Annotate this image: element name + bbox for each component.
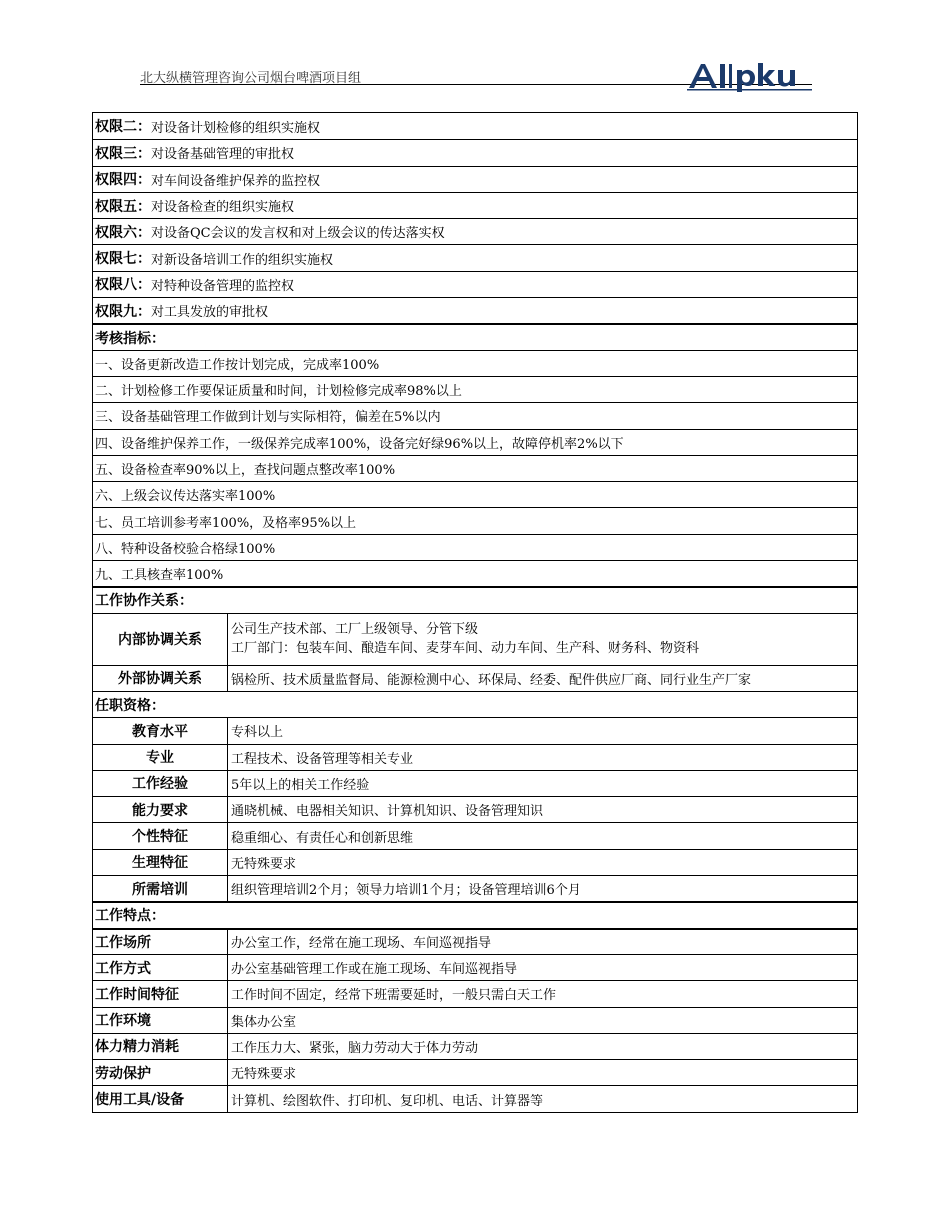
kpi-row — [93, 429, 857, 455]
kpi-item: 三、设备基础管理工作做到计划与实际相符，偏差在5%以内 — [95, 410, 441, 426]
cooperation-title: 工作协作关系： — [95, 593, 193, 610]
authority-label: 权限九： — [95, 303, 151, 320]
feature-label: 工作时间特征 — [93, 981, 228, 1006]
authority-label: 权限六： — [95, 224, 151, 241]
features-section-header — [93, 901, 857, 927]
feature-value: 工作时间不固定，经常下班需要延时，一般只需白天工作 — [231, 988, 557, 1004]
kpi-item: 八、特种设备校验合格绿100% — [95, 541, 276, 557]
authority-row — [93, 192, 857, 218]
authority-label: 权限七： — [95, 251, 151, 268]
feature-value: 无特殊要求 — [231, 1067, 297, 1083]
qualification-row — [93, 875, 857, 901]
cooperation-section-header — [93, 586, 857, 612]
qualification-value: 组织管理培训2个月；领导力培训1个月；设备管理培训6个月 — [231, 883, 581, 899]
kpi-row — [93, 560, 857, 586]
header-title: 北大纵横管理咨询公司烟台啤酒项目组 — [140, 71, 362, 86]
kpi-row — [93, 402, 857, 428]
authority-row — [93, 166, 857, 192]
kpi-item: 五、设备检查率90%以上，查找问题点整改率100% — [95, 463, 396, 478]
authority-row — [93, 297, 857, 323]
external-cooperation-label: 外部协调关系 — [93, 666, 228, 691]
allpku-logo — [687, 58, 812, 92]
qualification-label: 生理特征 — [93, 850, 228, 875]
qualification-row — [93, 849, 857, 875]
authority-row — [93, 218, 857, 244]
kpi-item: 六、上级会议传达落实率100% — [95, 489, 276, 505]
feature-value: 计算机、绘图软件、打印机、复印机、电话、计算器等 — [231, 1093, 544, 1109]
qualification-section-header — [93, 691, 857, 717]
authority-row — [93, 139, 857, 165]
authority-text: 对特种设备管理的监控权 — [151, 278, 295, 294]
authority-label: 权限三： — [95, 145, 151, 162]
qualification-value: 通晓机械、电器相关知识、计算机知识、设备管理知识 — [231, 804, 544, 820]
kpi-row — [93, 350, 857, 376]
kpi-item: 九、工具核查率100% — [95, 568, 224, 584]
qualification-value: 专科以上 — [231, 725, 284, 741]
qualification-row — [93, 796, 857, 822]
qualification-label: 所需培训 — [93, 876, 228, 901]
feature-row — [93, 1085, 857, 1111]
authority-label: 权限四： — [95, 172, 151, 189]
kpi-title: 考核指标： — [95, 330, 165, 347]
authority-row — [93, 271, 857, 297]
kpi-row — [93, 507, 857, 533]
feature-label: 工作场所 — [93, 930, 228, 954]
authority-text: 对设备检查的组织实施权 — [151, 200, 295, 216]
qualification-title: 任职资格： — [95, 697, 165, 714]
qualification-value: 稳重细心、有责任心和创新思维 — [231, 830, 414, 846]
feature-value: 办公室基础管理工作或在施工现场、车间巡视指导 — [231, 962, 518, 978]
page-header — [92, 60, 812, 90]
kpi-row — [93, 534, 857, 560]
feature-label: 工作方式 — [93, 955, 228, 980]
qualification-value: 无特殊要求 — [231, 856, 297, 872]
feature-label: 使用工具/设备 — [93, 1086, 228, 1111]
internal-cooperation-row — [93, 613, 857, 665]
authority-text: 对设备基础管理的审批权 — [151, 147, 295, 163]
feature-row — [93, 1059, 857, 1085]
authority-row — [93, 113, 857, 139]
feature-value: 工作压力大、紧张，脑力劳动大于体力劳动 — [231, 1040, 479, 1056]
feature-row — [93, 928, 857, 954]
qualification-value: 5年以上的相关工作经验 — [231, 777, 370, 793]
job-description-table — [92, 112, 858, 1113]
feature-row — [93, 1033, 857, 1059]
external-cooperation-value: 锅检所、技术质量监督局、能源检测中心、环保局、经委、配件供应厂商、同行业生产厂家 — [231, 672, 752, 688]
kpi-item: 四、设备维护保养工作，一级保养完成率100%，设备完好绿96%以上，故障停机率2%以下 — [95, 436, 624, 452]
kpi-section-header — [93, 323, 857, 349]
internal-cooperation-value — [228, 614, 857, 665]
authority-text: 对设备计划检修的组织实施权 — [151, 120, 321, 136]
kpi-item: 七、员工培训参考率100%，及格率95%以上 — [95, 515, 357, 531]
qualification-label: 能力要求 — [93, 797, 228, 822]
authority-text: 对设备QC会议的发言权和对上级会议的传达落实权 — [151, 226, 445, 242]
kpi-row — [93, 455, 857, 481]
qualification-label: 个性特征 — [93, 823, 228, 848]
feature-value: 集体办公室 — [231, 1014, 297, 1030]
internal-cooperation-label: 内部协调关系 — [93, 614, 228, 665]
authority-text: 对新设备培训工作的组织实施权 — [151, 252, 334, 268]
qualification-label: 专业 — [93, 745, 228, 770]
features-title: 工作特点： — [95, 908, 165, 925]
qualification-row — [93, 822, 857, 848]
internal-cooperation-line1: 公司生产技术部、工厂上级领导、分管下级 — [231, 622, 479, 638]
feature-row — [93, 980, 857, 1006]
feature-value: 办公室工作，经常在施工现场、车间巡视指导 — [231, 936, 492, 952]
authority-label: 权限八： — [95, 277, 151, 294]
qualification-row — [93, 744, 857, 770]
feature-row — [93, 1007, 857, 1033]
kpi-row — [93, 481, 857, 507]
authority-label: 权限二： — [95, 119, 151, 136]
feature-row — [93, 954, 857, 980]
kpi-row — [93, 376, 857, 402]
authority-text: 对工具发放的审批权 — [151, 305, 269, 321]
authority-text: 对车间设备维护保养的监控权 — [151, 173, 321, 189]
kpi-item: 一、设备更新改造工作按计划完成，完成率100% — [95, 357, 380, 373]
feature-label: 劳动保护 — [93, 1060, 228, 1085]
qualification-value: 工程技术、设备管理等相关专业 — [231, 751, 414, 767]
qualification-row — [93, 770, 857, 796]
external-cooperation-row — [93, 665, 857, 691]
qualification-label: 工作经验 — [93, 771, 228, 796]
authority-row — [93, 244, 857, 270]
feature-label: 体力精力消耗 — [93, 1034, 228, 1059]
authority-label: 权限五： — [95, 198, 151, 215]
kpi-item: 二、计划检修工作要保证质量和时间，计划检修完成率98%以上 — [95, 384, 462, 400]
feature-label: 工作环境 — [93, 1008, 228, 1033]
qualification-label: 教育水平 — [93, 718, 228, 743]
internal-cooperation-line2: 工厂部门：包装车间、酿造车间、麦芽车间、动力车间、生产科、财务科、物资科 — [231, 641, 700, 657]
qualification-row — [93, 717, 857, 743]
